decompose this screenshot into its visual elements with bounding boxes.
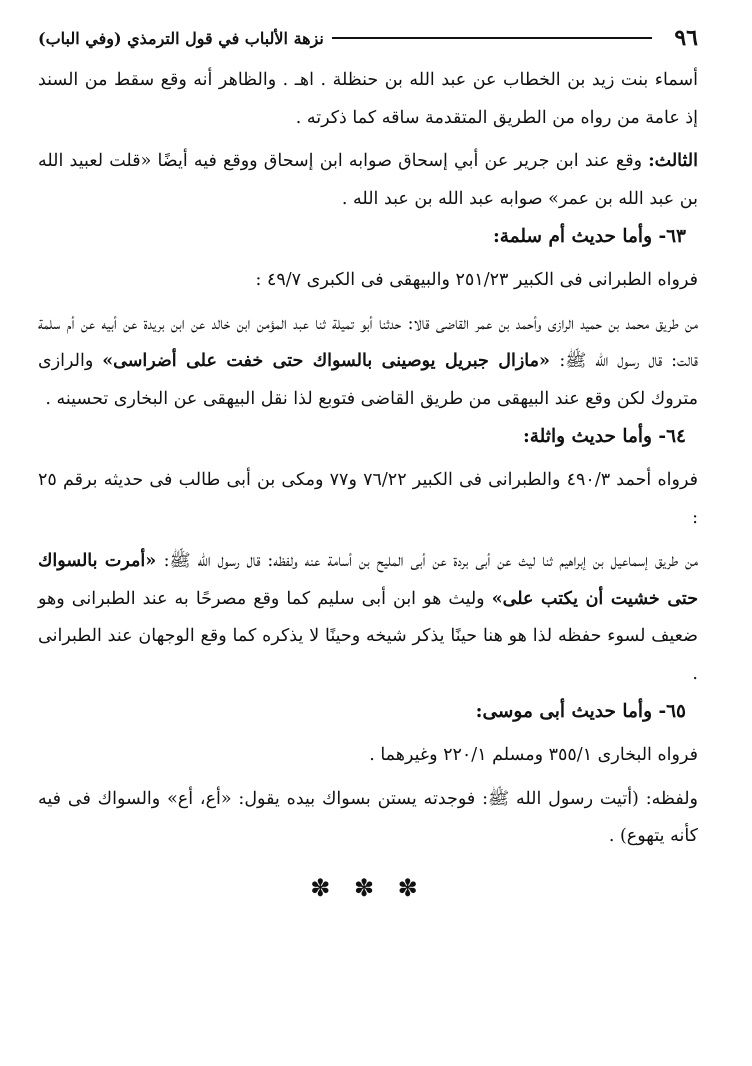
header-rule <box>332 37 653 39</box>
paragraph-3 <box>38 262 698 300</box>
section-heading-65: ٦٥- وأما حديث أبى موسى: <box>475 701 686 722</box>
hadith-quote: «أمرت بالسواك حتى خشيت أن يكتب على» <box>38 551 699 609</box>
section-heading-63: ٦٣- وأما حديث أم سلمة: <box>492 226 686 247</box>
paragraph-text: والرازى متروك لكن وقع عند البيهقى من طريق القاضى فتوبع لذا نقل البيهقى عن البخارى تحسينه . <box>38 351 698 409</box>
paragraph-4 <box>38 306 698 419</box>
paragraph-text: فرواه البخارى ٣٥٥/١ ومسلم ٢٢٠/١ وغيرهما . <box>369 745 698 765</box>
paragraph-text: فرواه الطبرانى فى الكبير ٢٥١/٢٣ والبيهقى فى الكبرى ٤٩/٧ : <box>255 270 698 290</box>
page-header <box>38 18 698 58</box>
hadith-quote: «مازال جبريل يوصينى بالسواك حتى خفت على أضراسى» <box>102 351 560 371</box>
paragraph-text: من طريق إسماعيل بن إبراهيم ثنا ليث عن أبى بردة عن أبى المليح بن أسامة عنه ولفظه: قال رسول الله ﷺ: <box>163 551 698 571</box>
paragraph-6 <box>38 543 698 693</box>
paragraph-2 <box>38 143 698 218</box>
paragraph-8 <box>38 781 698 856</box>
paragraph-7 <box>38 737 698 775</box>
paragraph-text: وليث هو ابن أبى سليم كما وقع مصرحًا به عند الطبرانى وهو ضعيف لسوء حفظه لذا هو هنا حينًا يذكر شيخه وحينًا لا يذكره كما وقع الوجهان عند الطبرانى . <box>38 588 698 684</box>
section-heading-64: ٦٤- وأما حديث واثلة: <box>522 426 686 447</box>
section-separator: ✽ ✽ ✽ <box>310 873 426 902</box>
page-body <box>38 62 698 902</box>
paragraph-1 <box>38 62 698 137</box>
paragraph-text: ولفظه: (أتيت رسول الله ﷺ: فوجدته يستن بسواك بيده يقول: «أع، أع» والسواك فى فيه كأنه يتهوع) . <box>38 788 698 846</box>
paragraph-text: فرواه أحمد ٤٩٠/٣ والطبرانى فى الكبير ٧٦/٢٢ و٧٧ ومكى بن أبى طالب فى حديثه برقم ٢٥ : <box>38 470 698 528</box>
paragraph-text: وقع عند ابن جرير عن أبي إسحاق صوابه ابن إسحاق ووقع فيه أيضًا «قلت لعبيد الله بن عبد الله بن عمر» صوابه عبد الله بن عبد الله . <box>38 151 698 209</box>
paragraph-5 <box>38 462 698 537</box>
paragraph-text: من طريق محمد بن حميد الرازى وأحمد بن عمر القاضى قالا: حدثنا أبو تميلة ثنا عبد المؤمن ابن خالد عن ابن بريدة عن أبيه عن أم سلمة قالت: قال رسول الله ﷺ: <box>38 313 699 371</box>
paragraph-text: أسماء بنت زيد بن الخطاب عن عبد الله بن حنظلة . اهـ . والظاهر أنه وقع سقط من السند إذ عامة من رواه من الطريق المتقدمة ساقه كما ذكرته . <box>38 70 698 128</box>
paragraph-lead: الثالث: <box>648 151 698 171</box>
running-title: نزهة الألباب في قول الترمذي (وفي الباب) <box>38 28 324 48</box>
page-number: ٩٦ <box>674 25 698 51</box>
